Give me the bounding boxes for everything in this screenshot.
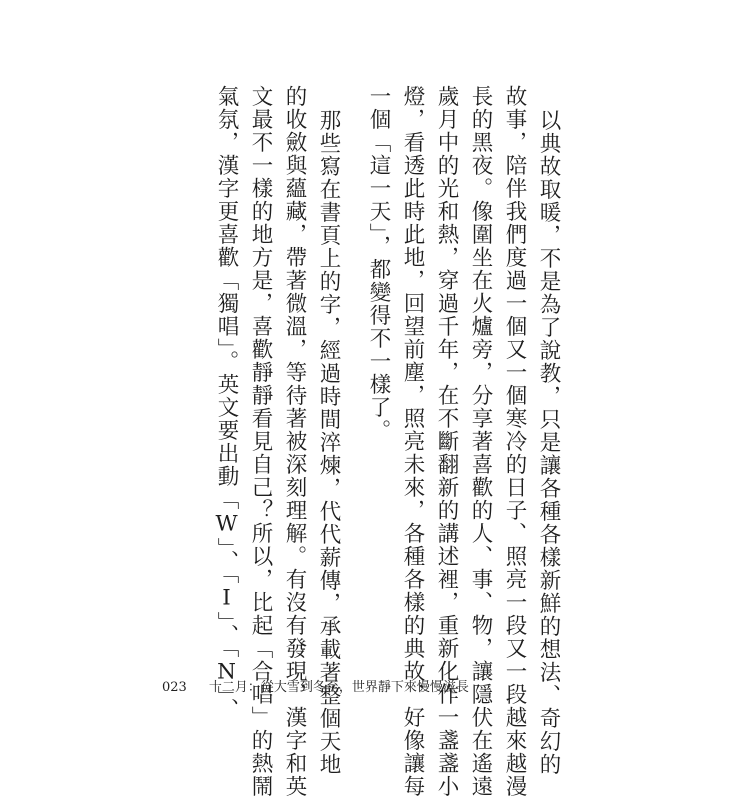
text-column-8: 的收斂與蘊藏，帶著微溫，等待著被深刻理解。有沒有發現，漢字和英: [282, 85, 307, 798]
text-column-7: 那些寫在書頁上的字，經過時間淬煉，代代薪傳，承載著整個天地: [316, 109, 341, 776]
text-column-2: 故事，陪伴我們度過一個又一個寒冷的日子、照亮一段又一段越來越漫: [502, 85, 527, 798]
text-column-9: 文最不一樣的地方是，喜歡靜靜看見自己？所以，比起「合唱」的熱鬧: [248, 85, 273, 798]
text-column-4: 歲月中的光和熱，穿過千年，在不斷翻新的講述裡，重新化作一盞盞小: [434, 85, 459, 798]
page-footer: [162, 676, 469, 695]
text-column-10: 氣氛，漢字更喜歡「獨唱」。英文要出動「W」、「I」、「N」、: [214, 85, 239, 721]
text-column-5: 燈，看透此時此地，回望前塵，照亮未來，各種各樣的典故，好像讓每: [400, 85, 425, 798]
text-column-1: 以典故取暖，不是為了說教，只是讓各種各樣新鮮的想法、奇幻的: [536, 109, 561, 776]
running-title: 十二月：從大雪到冬至，世界靜下來慢慢滋長: [208, 680, 469, 695]
page-number: 023: [162, 680, 187, 695]
text-column-3: 長的黑夜。像圍坐在火爐旁，分享著喜歡的人、事、物，讓隱伏在遙遠: [468, 85, 493, 798]
text-column-6: 一個「這一天」，都變得不一樣了。: [366, 85, 391, 443]
